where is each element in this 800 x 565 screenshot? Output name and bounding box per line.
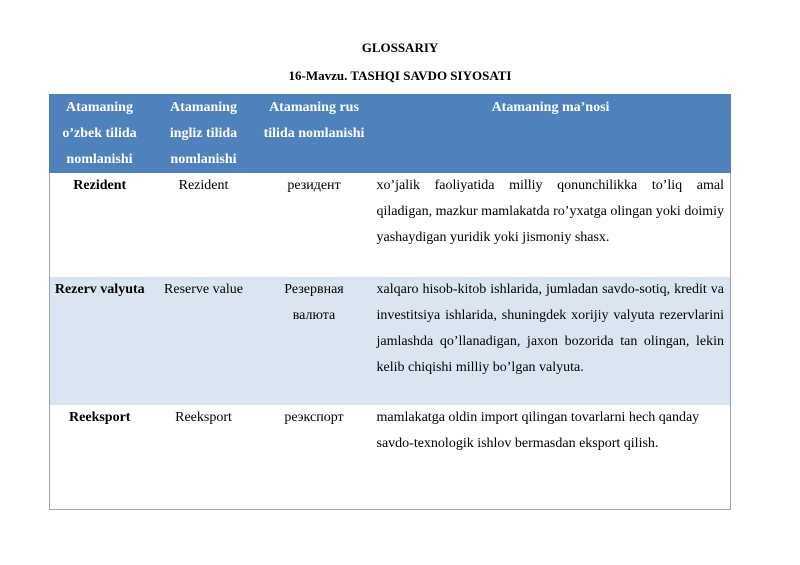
document-title: GLOSSARIY xyxy=(361,40,439,55)
header-uzbek-term: Atamaning o’zbek tilida nomlanishi xyxy=(50,95,150,174)
term-uzbek: Reeksport xyxy=(50,405,150,510)
header-russian-term: Atamaning rus tilida nomlanishi xyxy=(258,95,371,174)
header-english-term: Atamaning ingliz tilida nomlanishi xyxy=(150,95,258,174)
term-meaning: xalqaro hisob-kitob ishlarida, jumladan savdo-sotiq, kredit va investitsiya ishlarida, shuningdek xorijiy valyuta rezervlarini jamlashda qo’llanadigan, jaxon bozorida tan olingan, lekin kelib chiqishi milliy bo’lgan valyuta. xyxy=(371,277,731,405)
term-english: Reeksport xyxy=(150,405,258,510)
term-russian: Резервная валюта xyxy=(258,277,371,405)
term-meaning: xo’jalik faoliyatida milliy qonunchilikka to’liq amal qiladigan, mazkur mamlakatda ro’yxatga olingan yoki doimiy yashaydigan yuridik yoki jismoniy shasx. xyxy=(371,173,731,277)
term-meaning: mamlakatga oldin import qilingan tovarlarni hech qanday savdo-texnologik ishlov bermasdan eksport qilish. xyxy=(371,405,731,510)
document-subtitle: 16-Mavzu. TASHQI SAVDO SIYOSATI xyxy=(288,68,512,83)
term-uzbek: Rezident xyxy=(50,173,150,277)
table-header-row xyxy=(50,95,731,174)
glossary-table xyxy=(49,94,731,510)
table-row xyxy=(50,173,731,277)
term-english: Reserve value xyxy=(150,277,258,405)
term-russian: реэкспорт xyxy=(258,405,371,510)
table-row xyxy=(50,405,731,510)
term-english: Rezident xyxy=(150,173,258,277)
term-russian: резидент xyxy=(258,173,371,277)
header-meaning: Atamaning ma’nosi xyxy=(371,95,731,174)
table-row xyxy=(50,277,731,405)
term-uzbek: Rezerv valyuta xyxy=(50,277,150,405)
